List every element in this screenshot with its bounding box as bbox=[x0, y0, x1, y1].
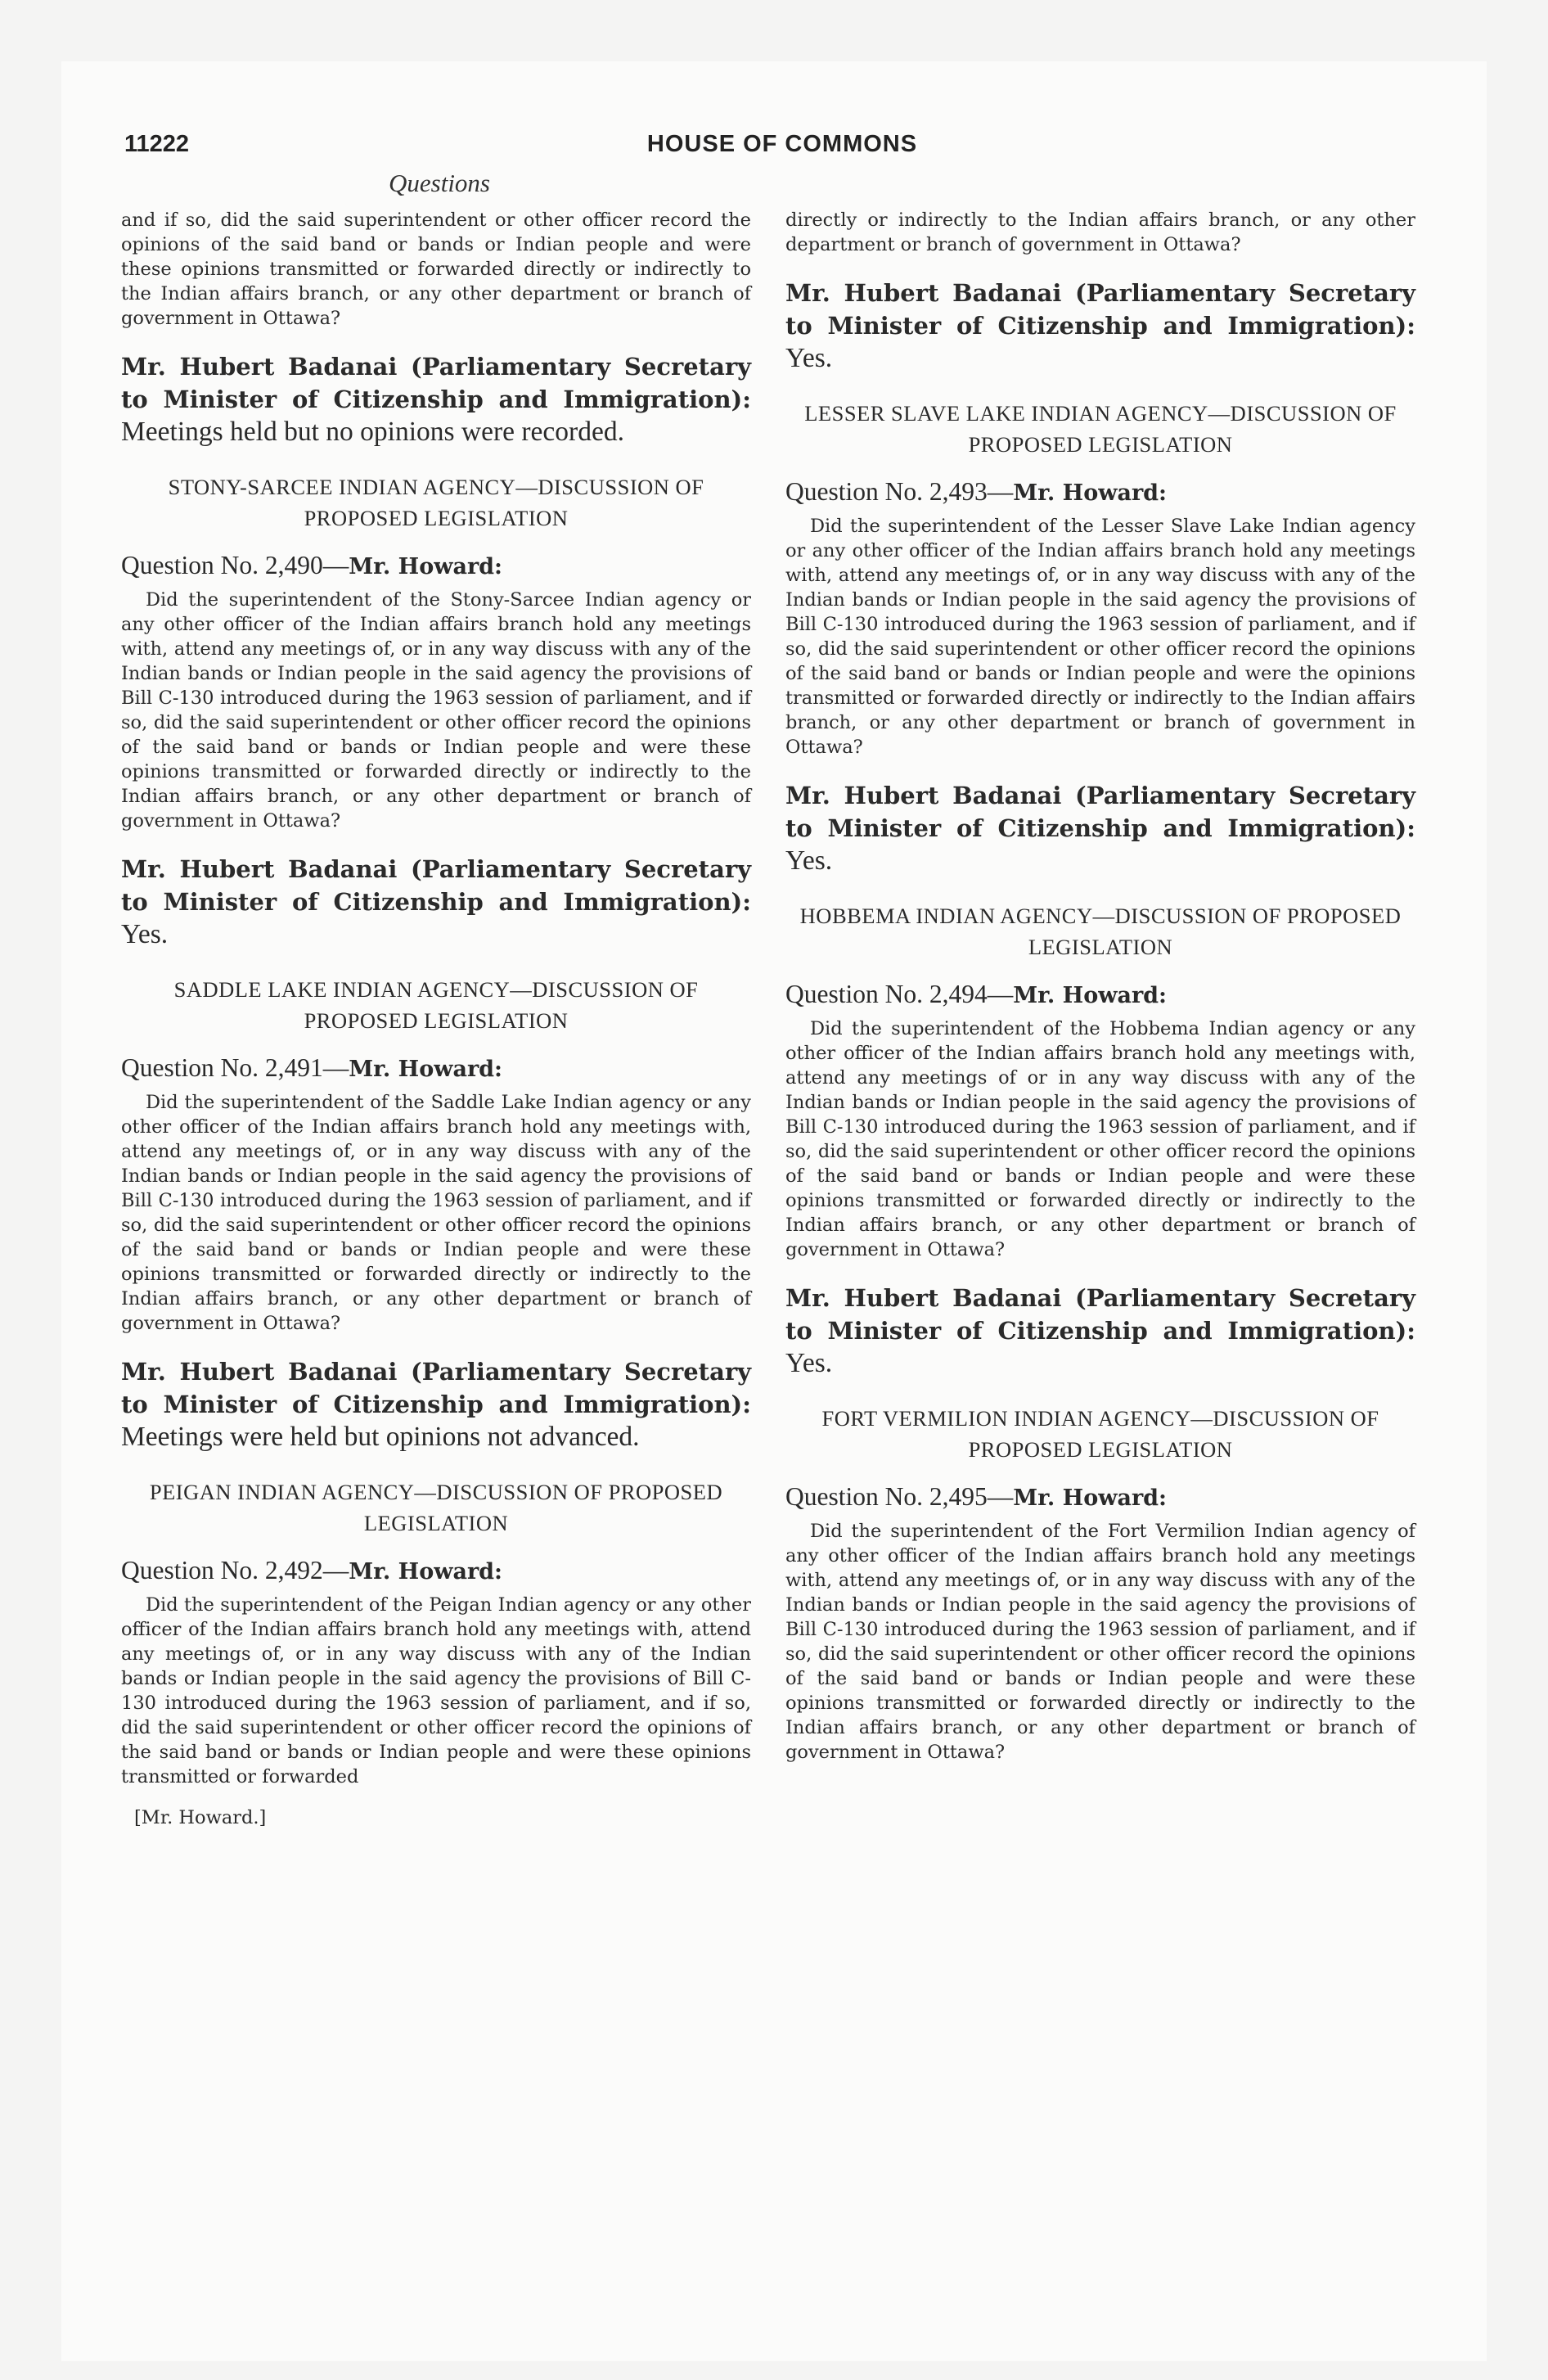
heading-2490: STONY-SARCEE INDIAN AGENCY—DISCUSSION OF PROPOSED LEGISLATION bbox=[168, 475, 704, 530]
question-2493-body: Did the superintendent of the Lesser Slave Lake Indian agency or any other officer of the Indian affairs branch hold any meetings with, attend any meetings of, or in any way discuss with any of the Indian bands or Indian people in the said agency the provisions of Bill C-130 introduced during the 1963 session of parliament, and if so, did the said superintendent or other officer record the opinions of the said band or bands or Indian people and were the opinions transmitted or forwarded directly or indirectly to the Indian affairs branch, or any other department or branch of government in Ottawa? bbox=[785, 516, 1415, 758]
answer-speaker: Mr. Hubert Badanai (Parliamentary Secretary to Minister of Citizenship and Immigration): bbox=[785, 279, 1415, 340]
question-asker: Mr. Howard: bbox=[1013, 983, 1168, 1008]
footer-speaker-note: [Mr. Howard.] bbox=[134, 1807, 267, 1828]
answer-text: Yes. bbox=[785, 1348, 833, 1378]
section-title: Questions bbox=[389, 169, 490, 197]
heading-2492: PEIGAN INDIAN AGENCY—DISCUSSION OF PROPOSED LEGISLATION bbox=[149, 1480, 723, 1535]
question-asker: Mr. Howard: bbox=[1013, 480, 1168, 506]
answer-2493 bbox=[785, 779, 1415, 877]
question-2494-body: Did the superintendent of the Hobbema Indian agency or any other officer of the Indian affairs branch hold any meetings with, attend any meetings of or in any way discuss with any of the Indian bands or Indian people in the said agency the provisions of Bill C-130 introduced during the 1963 session of parliament, and if so, did the said superintendent or other officer record the opinions of the said band or bands or Indian people and were these opinions transmitted or forwarded directly or indirectly to the Indian affairs branch, or any other department or branch of government in Ottawa? bbox=[785, 1018, 1415, 1260]
question-asker: Mr. Howard: bbox=[349, 1559, 503, 1584]
question-asker: Mr. Howard: bbox=[349, 1057, 503, 1082]
question-2495-line bbox=[785, 1481, 1415, 1514]
question-2494-line bbox=[785, 979, 1415, 1012]
answer-2490 bbox=[121, 853, 751, 951]
answer-speaker: Mr. Hubert Badanai (Parliamentary Secretary to Minister of Citizenship and Immigration): bbox=[121, 1358, 751, 1418]
question-2495-body: Did the superintendent of the Fort Vermilion Indian agency of any other officer of the Indian affairs branch hold any meetings with, attend any meetings of, or in any way discuss with any of the Indian bands or Indian people in the said agency the provisions of Bill C-130 introduced during the 1963 session of parliament, and if so, did the said superintendent or other officer record the opinions of the said band or bands or Indian people and were these opinions transmitted or forwarded directly or indirectly to the Indian affairs branch, or any other department or branch of government in Ottawa? bbox=[785, 1521, 1415, 1763]
answer-text: Meetings were held but opinions not advanced. bbox=[121, 1422, 640, 1452]
answer-speaker: Mr. Hubert Badanai (Parliamentary Secretary to Minister of Citizenship and Immigration): bbox=[121, 855, 751, 916]
answer-2494 bbox=[785, 1282, 1415, 1380]
question-2493-line bbox=[785, 476, 1415, 509]
heading-2495: FORT VERMILION INDIAN AGENCY—DISCUSSION OF PROPOSED LEGISLATION bbox=[821, 1406, 1379, 1462]
question-number: Question No. 2,490— bbox=[121, 551, 349, 579]
answer-2489 bbox=[121, 350, 751, 449]
page-title: HOUSE OF COMMONS bbox=[646, 131, 918, 157]
question-number: Question No. 2,493— bbox=[785, 477, 1014, 506]
question-2491-body: Did the superintendent of the Saddle Lake Indian agency or any other officer of the Indian affairs branch hold any meetings with, attend any meetings of, or in any way discuss with any of the Indian bands or Indian people in the said agency the provisions of Bill C-130 introduced during the 1963 session of parliament, and if so, did the said superintendent or other officer record the opinions of the said band or bands or Indian people and were these opinions transmitted or forwarded directly or indirectly to the Indian affairs branch, or any other department or branch of government in Ottawa? bbox=[121, 1092, 751, 1334]
question-2492-line bbox=[121, 1555, 751, 1588]
question-2490-line bbox=[121, 550, 751, 583]
answer-text: Yes. bbox=[121, 919, 169, 949]
question-asker: Mr. Howard: bbox=[1013, 1485, 1168, 1511]
answer-speaker: Mr. Hubert Badanai (Parliamentary Secretary to Minister of Citizenship and Immigration): bbox=[121, 353, 751, 413]
question-number: Question No. 2,495— bbox=[785, 1482, 1014, 1511]
right-column bbox=[785, 208, 1415, 1776]
answer-text: Meetings held but no opinions were recorded. bbox=[121, 417, 624, 447]
continued-question-text: and if so, did the said superintendent or other officer record the opinions of the said band or bands or Indian people and were these opinions transmitted or forwarded directly or indirectly to the Indian affairs branch, or any other department or branch of government in Ottawa? bbox=[121, 210, 751, 329]
heading-2494: HOBBEMA INDIAN AGENCY—DISCUSSION OF PROPOSED LEGISLATION bbox=[799, 904, 1402, 959]
question-number: Question No. 2,494— bbox=[785, 980, 1014, 1008]
question-number: Question No. 2,492— bbox=[121, 1556, 349, 1584]
answer-2492 bbox=[785, 277, 1415, 375]
answer-speaker: Mr. Hubert Badanai (Parliamentary Secretary to Minister of Citizenship and Immigration): bbox=[785, 1284, 1415, 1345]
heading-2491: SADDLE LAKE INDIAN AGENCY—DISCUSSION OF PROPOSED LEGISLATION bbox=[173, 977, 699, 1033]
question-2492-body: Did the superintendent of the Peigan Indian agency or any other officer of the Indian affairs branch hold any meetings with, attend any meetings of, or in any way discuss with any of the Indian bands or Indian people in the said agency the provisions of Bill C-130 introduced during the 1963 session of parliament, and if so, did the said superintendent or other officer record the opinions of the said band or bands or Indian people and were these opinions transmitted or forwarded bbox=[121, 1594, 751, 1787]
answer-text: Yes. bbox=[785, 845, 833, 876]
question-number: Question No. 2,491— bbox=[121, 1053, 349, 1082]
answer-2491 bbox=[121, 1355, 751, 1454]
continued-question-text: directly or indirectly to the Indian affairs branch, or any other department or branch of government in Ottawa? bbox=[785, 210, 1415, 255]
question-2491-line bbox=[121, 1053, 751, 1085]
left-column bbox=[121, 208, 751, 1828]
answer-text: Yes. bbox=[785, 343, 833, 373]
page-number: 11222 bbox=[124, 131, 190, 157]
question-asker: Mr. Howard: bbox=[349, 554, 503, 579]
heading-2493: LESSER SLAVE LAKE INDIAN AGENCY—DISCUSSION OF PROPOSED LEGISLATION bbox=[804, 401, 1397, 457]
question-2490-body: Did the superintendent of the Stony-Sarcee Indian agency or any other officer of the Indian affairs branch hold any meetings with, attend any meetings of, or in any way discuss with any of the Indian bands or Indian people in the said agency the provisions of Bill C-130 introduced during the 1963 session of parliament, and if so, did the said superintendent or other officer record the opinions of the said band or bands or Indian people and were these opinions transmitted or forwarded directly or indirectly to the Indian affairs branch, or any other department or branch of government in Ottawa? bbox=[121, 589, 751, 832]
page-header bbox=[124, 131, 1440, 172]
answer-speaker: Mr. Hubert Badanai (Parliamentary Secretary to Minister of Citizenship and Immigration): bbox=[785, 782, 1415, 842]
